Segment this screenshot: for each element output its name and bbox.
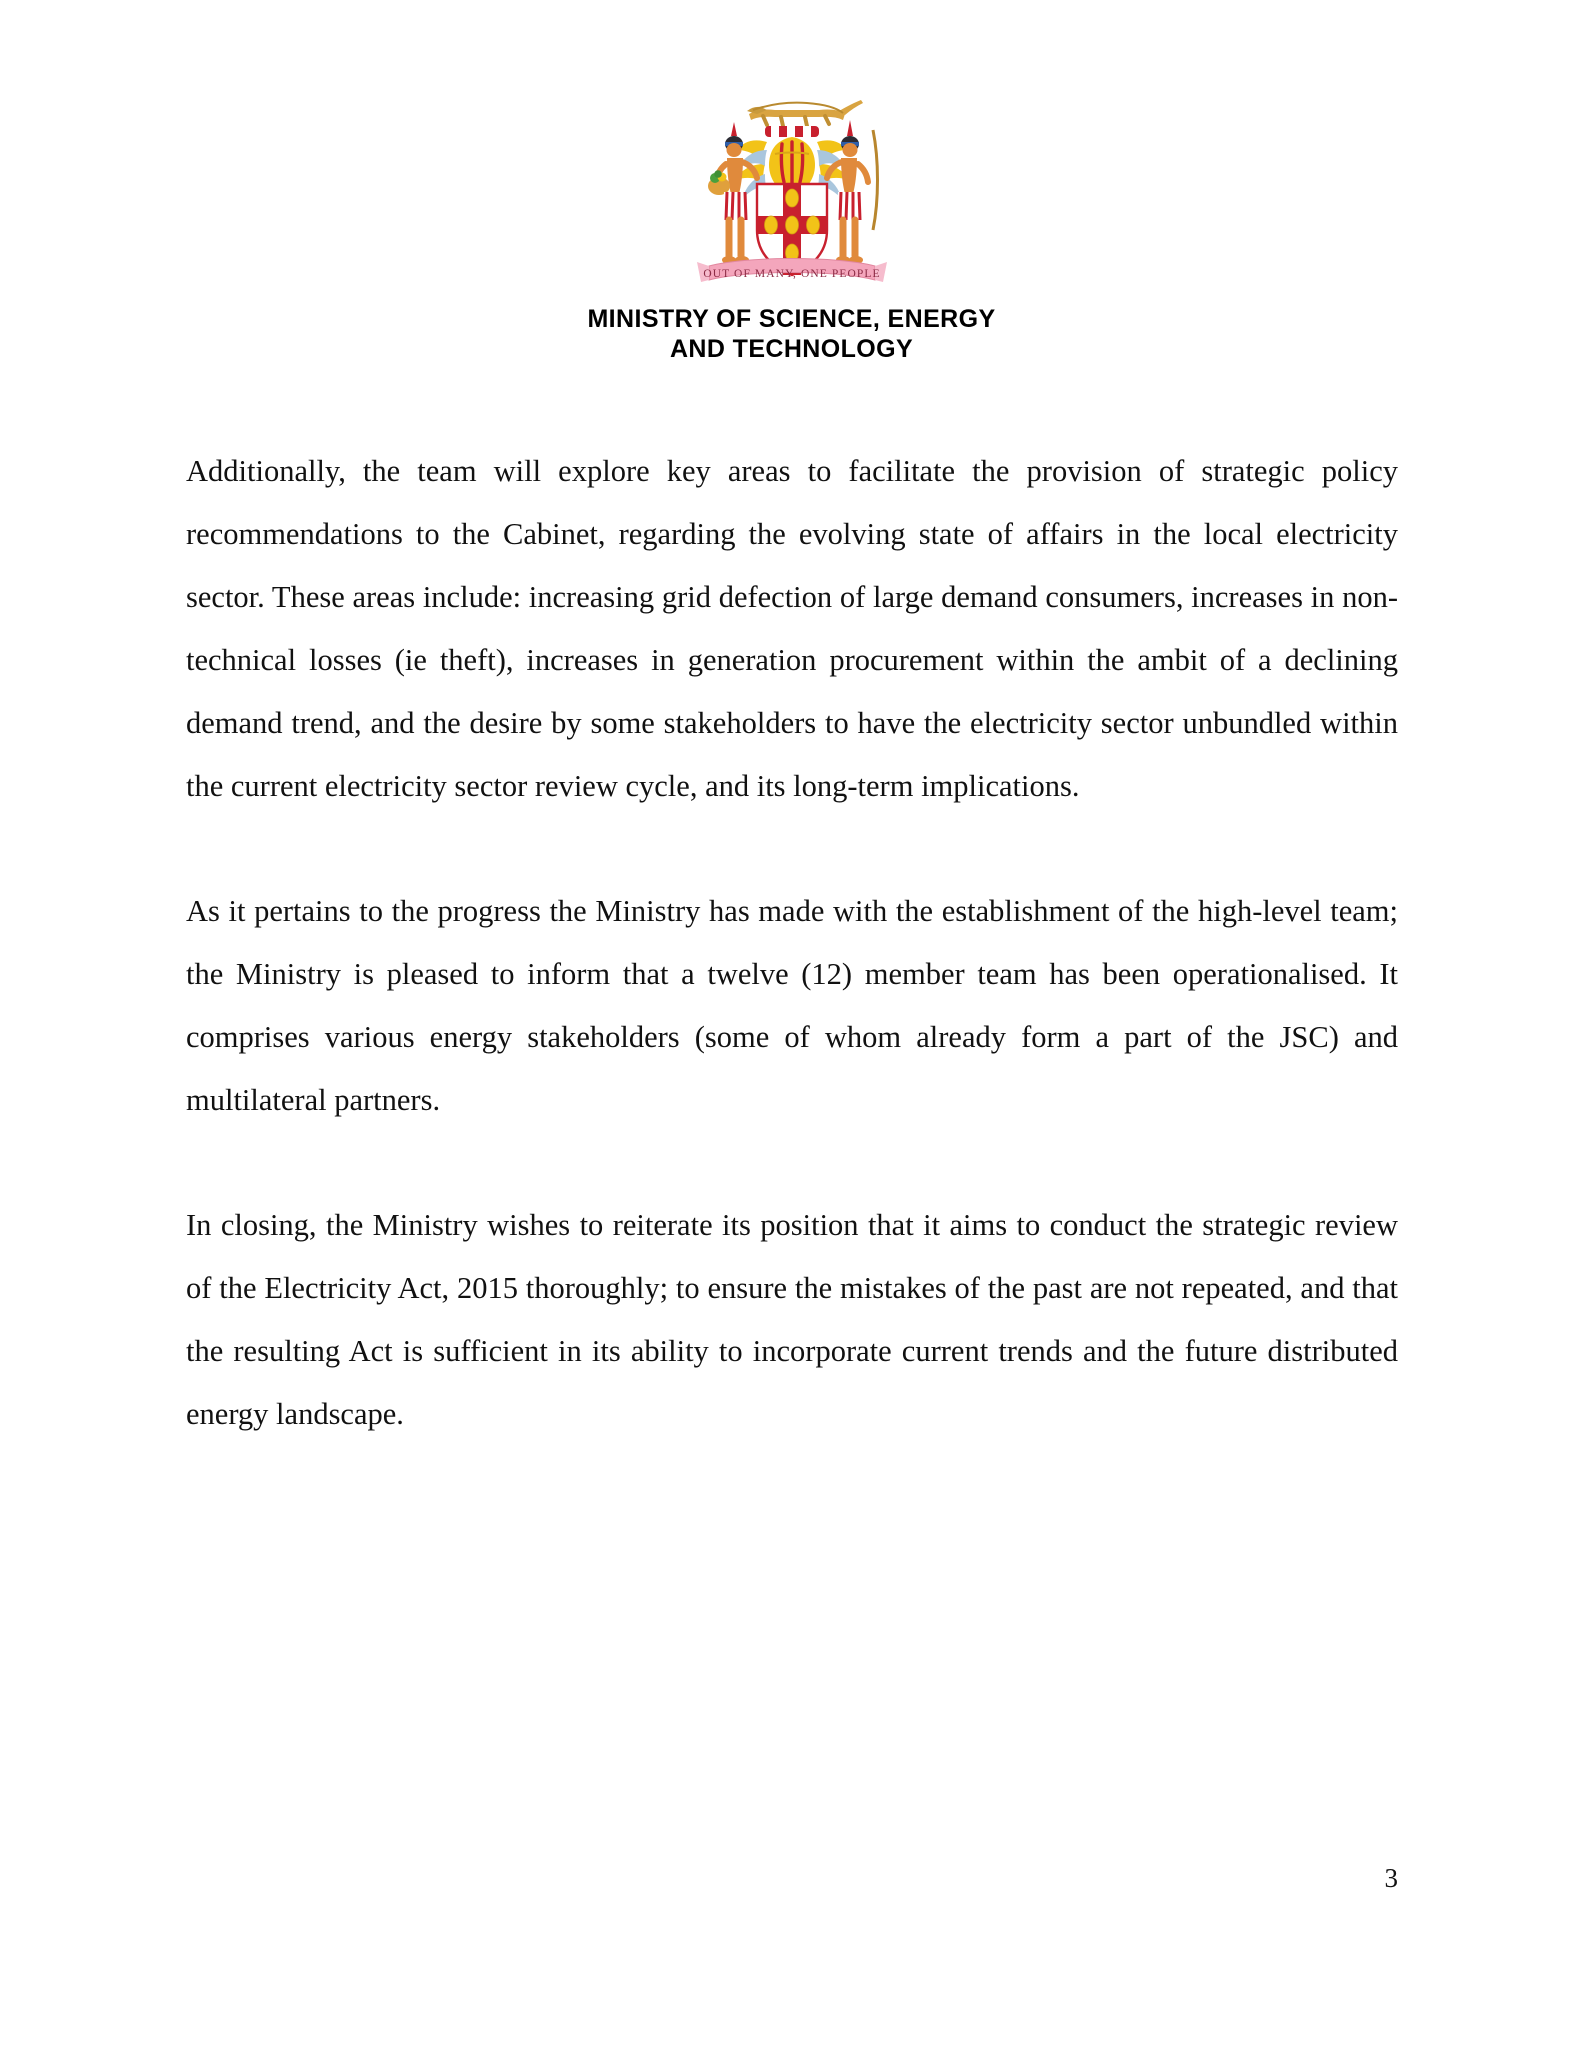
- ministry-name-line-1: MINISTRY OF SCIENCE, ENERGY: [587, 305, 996, 333]
- document-body: [186, 440, 1398, 1446]
- ministry-name-line-2: AND TECHNOLOGY: [669, 335, 914, 363]
- letterhead: [0, 70, 1583, 364]
- ministry-name: [587, 304, 995, 364]
- jamaica-coat-of-arms-icon: [687, 70, 897, 292]
- crest-motto-text: OUT OF MANY, ONE PEOPLE: [702, 268, 881, 280]
- paragraph-3: In closing, the Ministry wishes to reiterate its position that it aims to conduct the strategic review of the Electricity Act, 2015 thoroughly; to ensure the mistakes of the past are not repeated, and that the resulting Act is sufficient in its ability to incorporate current trends and the future distributed energy landscape.: [186, 1208, 1398, 1431]
- paragraph-2: As it pertains to the progress the Ministry has made with the establishment of the high-level team; the Ministry is pleased to inform that a twelve (12) member team has been operationalised. It comprises various energy stakeholders (some of whom already form a part of the JSC) and multilateral partners.: [186, 894, 1398, 1117]
- page-number: 3: [1384, 1863, 1398, 1893]
- paragraph-1: Additionally, the team will explore key areas to facilitate the provision of strategic policy recommendations to the Cabinet, regarding the evolving state of affairs in the local electricity sector. These areas include: increasing grid defection of large demand consumers, increases in non-technical losses (ie theft), increases in generation procurement within the ambit of a declining demand trend, and the desire by some stakeholders to have the electricity sector unbundled within the current electricity sector review cycle, and its long-term implications.: [186, 454, 1398, 803]
